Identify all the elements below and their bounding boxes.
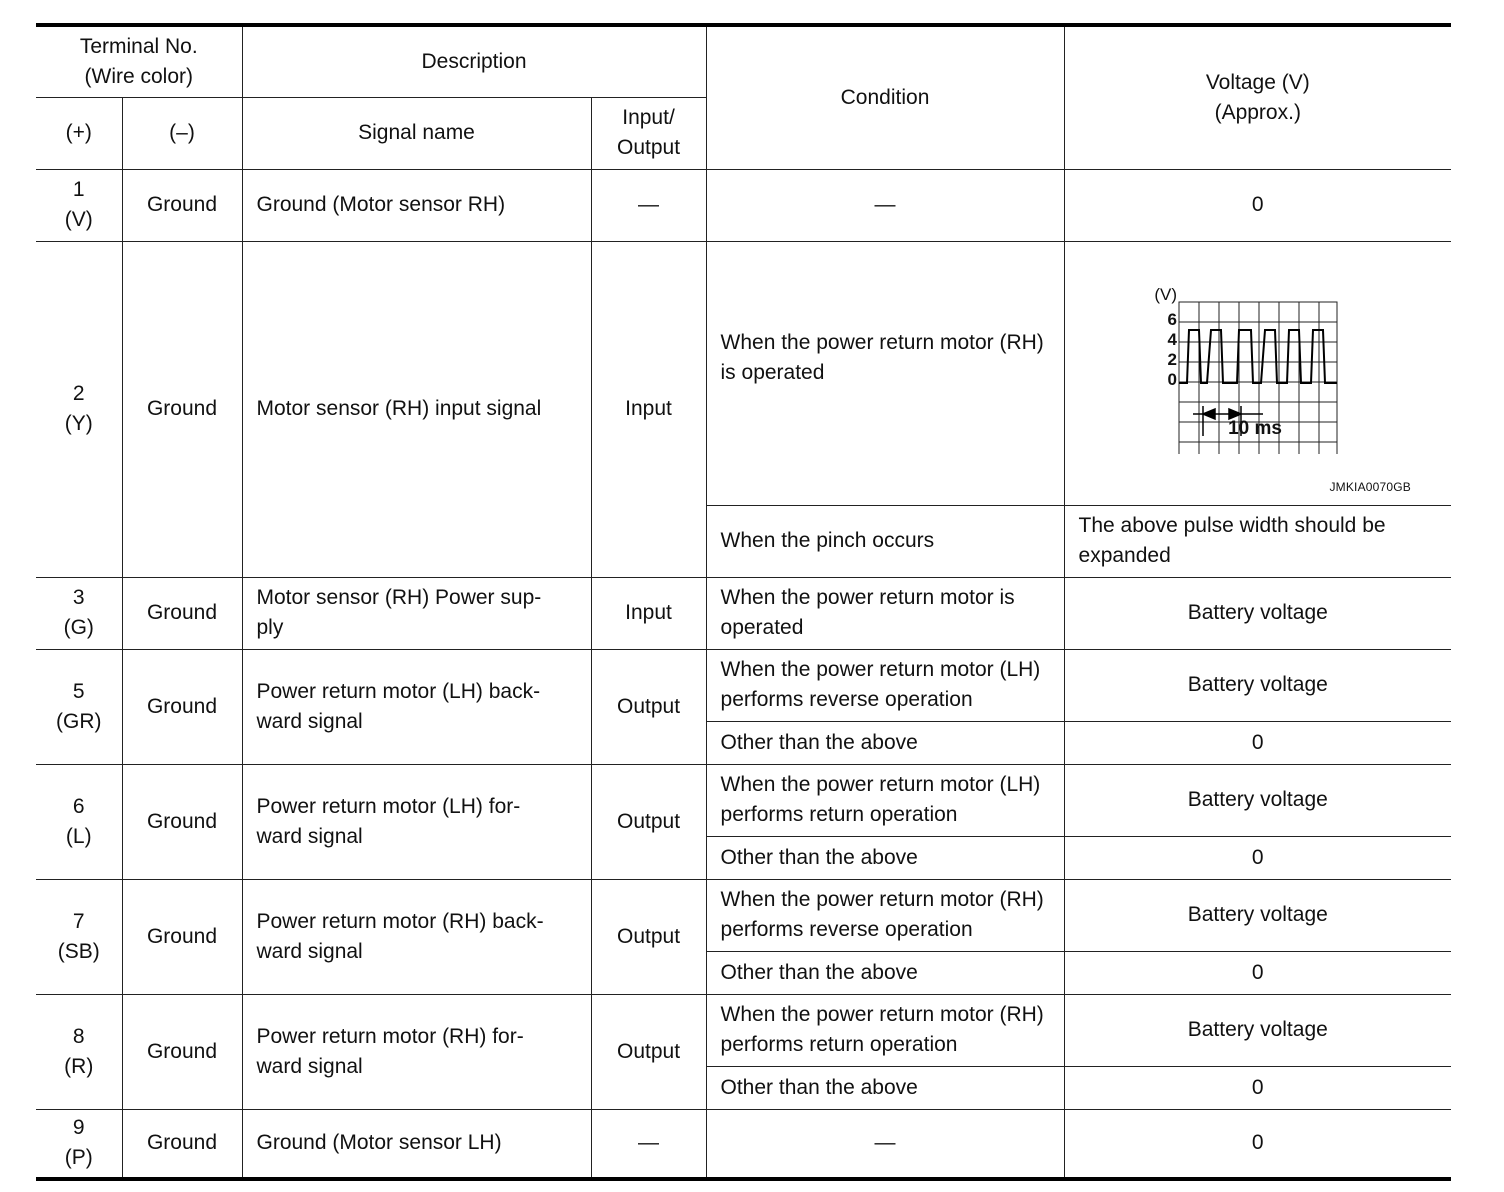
- waveform-trace: [1179, 330, 1337, 383]
- header-plus: (+): [36, 97, 122, 169]
- table-row: [36, 764, 1451, 836]
- condition: When the power return motor (RH) performs reverse operation: [706, 879, 1064, 951]
- signal-name: Power return motor (LH) back- ward signal: [242, 649, 591, 764]
- table-row: [36, 994, 1451, 1066]
- input-output: —: [591, 169, 706, 241]
- terminal-minus: Ground: [122, 879, 242, 994]
- terminal-table: [36, 23, 1451, 1181]
- table-row: [36, 879, 1451, 951]
- terminal-plus: 6 (L): [36, 764, 122, 879]
- voltage: Battery voltage: [1064, 879, 1451, 951]
- condition: Other than the above: [706, 721, 1064, 764]
- terminal-minus: Ground: [122, 1109, 242, 1179]
- voltage: 0: [1064, 1066, 1451, 1109]
- voltage: Battery voltage: [1064, 764, 1451, 836]
- voltage: Battery voltage: [1064, 649, 1451, 721]
- input-output: —: [591, 1109, 706, 1179]
- condition: When the power return motor (RH) performs return operation: [706, 994, 1064, 1066]
- terminal-plus: 7 (SB): [36, 879, 122, 994]
- voltage: Battery voltage: [1064, 577, 1451, 649]
- voltage: 0: [1064, 1109, 1451, 1179]
- condition: Other than the above: [706, 951, 1064, 994]
- input-output: Output: [591, 764, 706, 879]
- waveform-unit-label: (V): [1153, 285, 1177, 304]
- table-row: [36, 649, 1451, 721]
- voltage: The above pulse width should be expanded: [1064, 505, 1451, 577]
- condition: When the power return motor (LH) performs reverse operation: [706, 649, 1064, 721]
- condition: —: [706, 1109, 1064, 1179]
- terminal-plus: 8 (R): [36, 994, 122, 1109]
- table-row: [36, 169, 1451, 241]
- signal-name: Power return motor (LH) for- ward signal: [242, 764, 591, 879]
- figure-id: JMKIA0070GB: [1329, 480, 1412, 494]
- terminal-minus: Ground: [122, 577, 242, 649]
- table-row: [36, 241, 1451, 505]
- header-input-output: Input/ Output: [591, 97, 706, 169]
- terminal-plus: 3 (G): [36, 577, 122, 649]
- header-condition: Condition: [706, 25, 1064, 169]
- input-output: Output: [591, 879, 706, 994]
- waveform-ytick: 2: [1167, 350, 1177, 369]
- table-row: [36, 577, 1451, 649]
- waveform-cell: [1064, 241, 1451, 505]
- condition: When the pinch occurs: [706, 505, 1064, 577]
- signal-name: Power return motor (RH) back- ward signal: [242, 879, 591, 994]
- voltage: Battery voltage: [1064, 994, 1451, 1066]
- condition: Other than the above: [706, 836, 1064, 879]
- terminal-plus: 5 (GR): [36, 649, 122, 764]
- input-output: Output: [591, 994, 706, 1109]
- terminal-minus: Ground: [122, 649, 242, 764]
- header-voltage: Voltage (V) (Approx.): [1064, 25, 1451, 169]
- terminal-minus: Ground: [122, 764, 242, 879]
- signal-name: Ground (Motor sensor LH): [242, 1109, 591, 1179]
- header-minus: (–): [122, 97, 242, 169]
- header-signal-name: Signal name: [242, 97, 591, 169]
- waveform-ytick: 6: [1167, 310, 1177, 329]
- header-description: Description: [242, 25, 706, 97]
- terminal-minus: Ground: [122, 169, 242, 241]
- waveform-time-label: 10 ms: [1227, 418, 1282, 439]
- condition: When the power return motor is operated: [706, 577, 1064, 649]
- signal-name: Motor sensor (RH) input signal: [242, 241, 591, 577]
- signal-name: Ground (Motor sensor RH): [242, 169, 591, 241]
- waveform-ytick: 4: [1167, 330, 1177, 349]
- terminal-minus: Ground: [122, 994, 242, 1109]
- terminal-plus: 2 (Y): [36, 241, 122, 577]
- pulse-waveform-figure: [1143, 284, 1343, 454]
- input-output: Output: [591, 649, 706, 764]
- condition: When the power return motor (RH) is operated: [706, 241, 1064, 505]
- terminal-plus: 1 (V): [36, 169, 122, 241]
- signal-name: Motor sensor (RH) Power sup- ply: [242, 577, 591, 649]
- terminal-minus: Ground: [122, 241, 242, 577]
- input-output: Input: [591, 241, 706, 577]
- table-row: [36, 1109, 1451, 1179]
- voltage: 0: [1064, 169, 1451, 241]
- terminal-plus: 9 (P): [36, 1109, 122, 1179]
- waveform-ytick: 0: [1167, 370, 1177, 389]
- voltage: 0: [1064, 836, 1451, 879]
- condition: When the power return motor (LH) performs return operation: [706, 764, 1064, 836]
- header-terminal-no: Terminal No. (Wire color): [36, 25, 242, 97]
- voltage: 0: [1064, 951, 1451, 994]
- condition: —: [706, 169, 1064, 241]
- voltage: 0: [1064, 721, 1451, 764]
- signal-name: Power return motor (RH) for- ward signal: [242, 994, 591, 1109]
- condition: Other than the above: [706, 1066, 1064, 1109]
- input-output: Input: [591, 577, 706, 649]
